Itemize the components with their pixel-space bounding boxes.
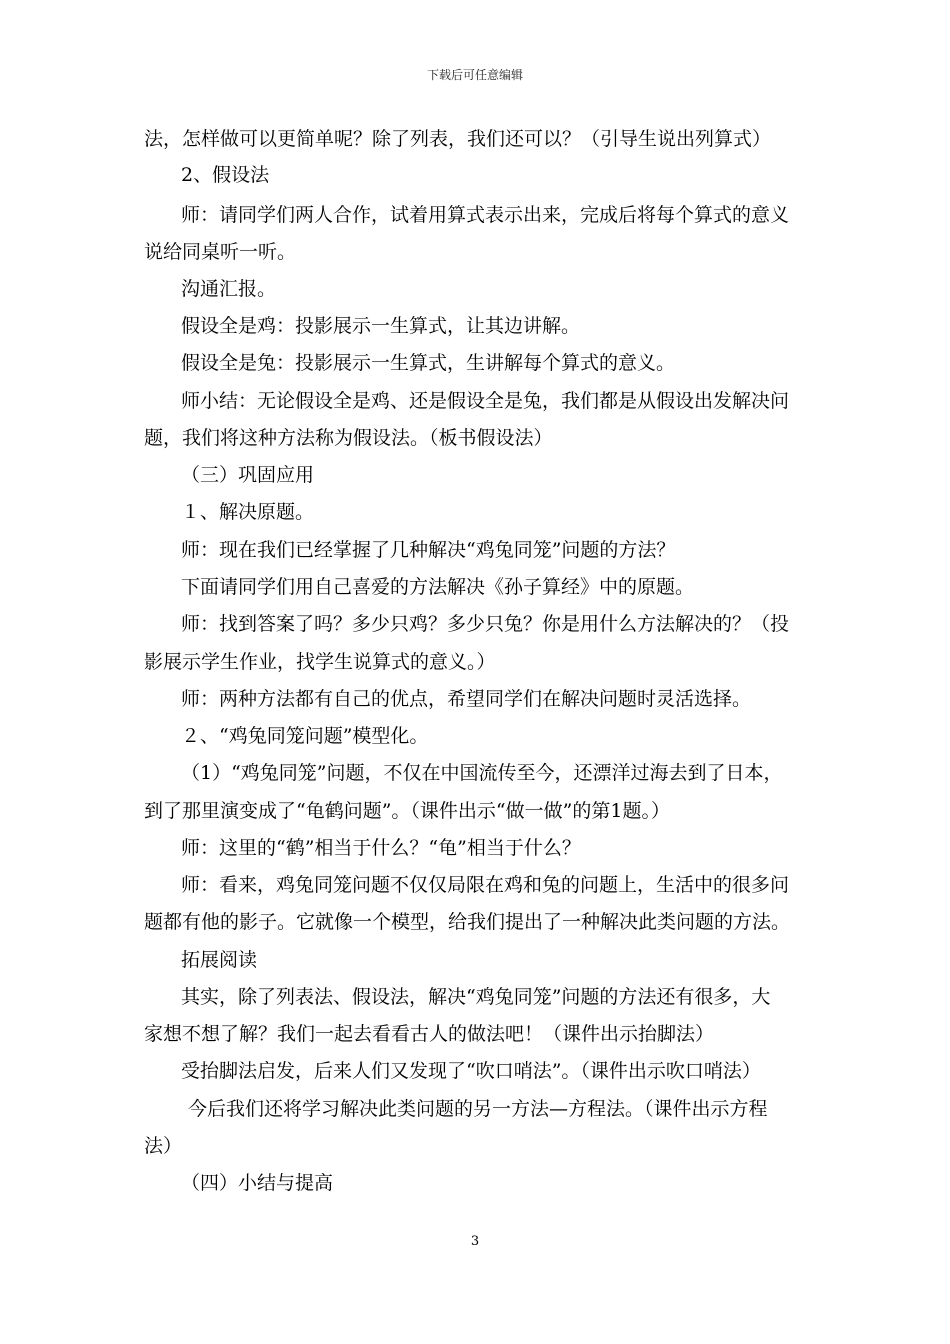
text-line: 师：请同学们两人合作，试着用算式表示出来，完成后将每个算式的意义 bbox=[181, 204, 790, 226]
text-line: 说给同桌听一听。 bbox=[144, 241, 297, 263]
text-line: 影展示学生作业，找学生说算式的意义。） bbox=[144, 651, 496, 673]
text-line: 今后我们还将学习解决此类问题的另一方法—方程法。（课件出示方程 bbox=[188, 1098, 768, 1120]
text-line: 师：看来，鸡兔同笼问题不仅仅局限在鸡和兔的问题上，生活中的很多问 bbox=[181, 874, 790, 896]
subsection-heading: １、解决原题。 bbox=[181, 501, 315, 523]
text-line: 家想不想了解？我们一起去看看古人的做法吧！（课件出示抬脚法） bbox=[144, 1023, 715, 1045]
page-header: 下载后可任意编辑 bbox=[426, 68, 523, 82]
text-line: 师：两种方法都有自己的优点，希望同学们在解决问题时灵活选择。 bbox=[181, 688, 752, 710]
section-heading: （四）小结与提高 bbox=[181, 1172, 334, 1194]
text-line: 下面请同学们用自己喜爱的方法解决《孙子算经》中的原题。 bbox=[181, 576, 695, 598]
text-line: 法） bbox=[144, 1135, 183, 1157]
subsection-heading: ２、“鸡兔同笼问题”模型化。 bbox=[181, 725, 429, 747]
text-line: 假设全是鸡：投影展示一生算式，让其边讲解。 bbox=[181, 315, 581, 337]
text-line: 师：现在我们已经掌握了几种解决“鸡兔同笼”问题的方法？ bbox=[181, 539, 676, 561]
text-line: 假设全是兔：投影展示一生算式，生讲解每个算式的意义。 bbox=[181, 352, 676, 374]
text-line: 题，我们将这种方法称为假设法。（板书假设法） bbox=[144, 427, 553, 449]
text-line: 师：这里的“鹤”相当于什么？“龟”相当于什么？ bbox=[181, 837, 581, 859]
text-line: 师小结：无论假设全是鸡、还是假设全是兔，我们都是从假设出发解决问 bbox=[181, 390, 790, 412]
text-line: 到了那里演变成了“龟鹤问题”。（课件出示“做一做”的第1题。） bbox=[144, 800, 670, 822]
page-number: 3 bbox=[470, 1234, 480, 1249]
text-line: （1）“鸡兔同笼”问题，不仅在中国流传至今，还漂洋过海去到了日本， bbox=[181, 762, 783, 784]
text-line: 师：找到答案了吗？多少只鸡？多少只兔？你是用什么方法解决的？（投 bbox=[181, 613, 790, 635]
text-line: 其实，除了列表法、假设法，解决“鸡兔同笼”问题的方法还有很多，大 bbox=[181, 986, 771, 1008]
section-heading: 拓展阅读 bbox=[181, 949, 258, 971]
section-heading: （三）巩固应用 bbox=[181, 464, 315, 486]
text-line: 题都有他的影子。它就像一个模型，给我们提出了一种解决此类问题的方法。 bbox=[144, 911, 791, 933]
text-line: 沟通汇报。 bbox=[181, 278, 277, 300]
text-line: 法，怎样做可以更简单呢？除了列表，我们还可以？（引导生说出列算式） bbox=[144, 128, 772, 150]
section-heading: 2、假设法 bbox=[181, 164, 270, 186]
text-line: 受抬脚法启发，后来人们又发现了“吹口哨法”。（课件出示吹口哨法） bbox=[181, 1060, 761, 1082]
